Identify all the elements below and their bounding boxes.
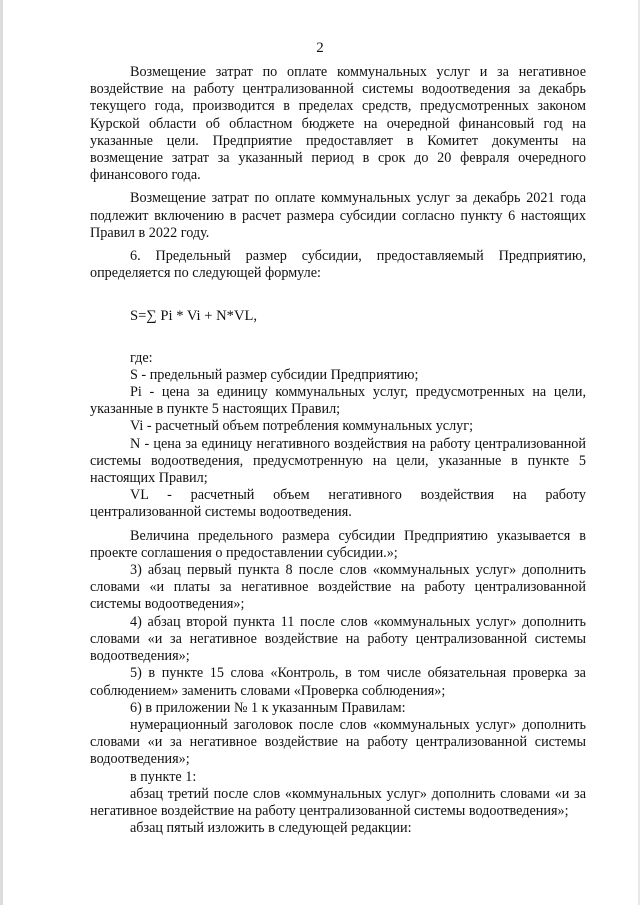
paragraph-item-4: 4) абзац второй пункта 11 после слов «коммунальных услуг» дополнить словами «и за негативное воздействие на работу централизованной системы водоотведения»; [90,613,586,665]
definition-s: S - предельный размер субсидии Предприятию; [130,366,419,383]
paragraph-item-3: 3) абзац первый пункта 8 после слов «коммунальных услуг» дополнить словами «и платы за негативное воздействие на работу централизованной системы водоотведения»; [90,562,586,613]
paragraph-heading-amendment: нумерационный заголовок после слов «коммунальных услуг» дополнить словами «и за негативное воздействие на работу централизованной системы водоотведения»; [90,716,586,768]
subsidy-formula: S=∑ Pi * Vi + N*VL, [130,308,258,325]
paragraph-reimbursement-2021: Возмещение затрат по оплате коммунальных услуг за декабрь 2021 года подлежит включению в расчет размера субсидии согласно пункту 6 настоящих Правил в 2022 году. [90,190,586,241]
definition-pi: Pi - цена за единицу коммунальных услуг, предусмотренных на цели, указанные в пункте 5 настоящих Правил; [90,384,586,418]
paragraph-subsidy-agreement: Величина предельного размера субсидии Предприятию указывается в проекте соглашения о предоставлении субсидии.»; [90,527,586,561]
document-body [90,64,586,837]
paragraph-subsidy-limit: 6. Предельный размер субсидии, предоставляемый Предприятию, определяется по следующей формуле: [90,248,586,282]
definition-n: N - цена за единицу негативного воздействия на работу централизованной системы водоотведения, предусмотренную на цели, указанные в пункте 5 настоящих Правил; [90,435,586,487]
paragraph-item-5: 5) в пункте 15 слова «Контроль, в том числе обязательная проверка за соблюдением» заменить словами «Проверка соблюдения»; [90,665,586,699]
paragraph-reimbursement-december: Возмещение затрат по оплате коммунальных услуг и за негативное воздействие на работу централизованной системы водоотведения за декабрь текущего года, производится в пределах средств, предусмотренных законом Курской области об областном бюджете на очередной финансовый год на указанные цели. Предприятие предоставляет в Комитет документы на возмещение затрат за указанный период в срок до 20 февраля очередного финансового года. [90,64,586,184]
paragraph-third-abzac: абзац третий после слов «коммунальных услуг» дополнить словами «и за негативное воздействие на работу централизованной системы водоотведения»; [90,785,586,819]
definition-vi: Vi - расчетный объем потребления коммунальных услуг; [130,418,474,435]
formula-where-label: где: [130,349,153,366]
page-number: 2 [316,40,324,56]
paragraph-item-6: 6) в приложении № 1 к указанным Правилам: [130,699,406,716]
definition-vl: VL - расчетный объем негативного воздействия на работу централизованной системы водоотведения. [90,487,586,521]
paragraph-fifth-abzac: абзац пятый изложить в следующей редакции: [130,820,412,837]
paragraph-point-1: в пункте 1: [130,768,197,785]
scan-left-edge [0,0,3,905]
